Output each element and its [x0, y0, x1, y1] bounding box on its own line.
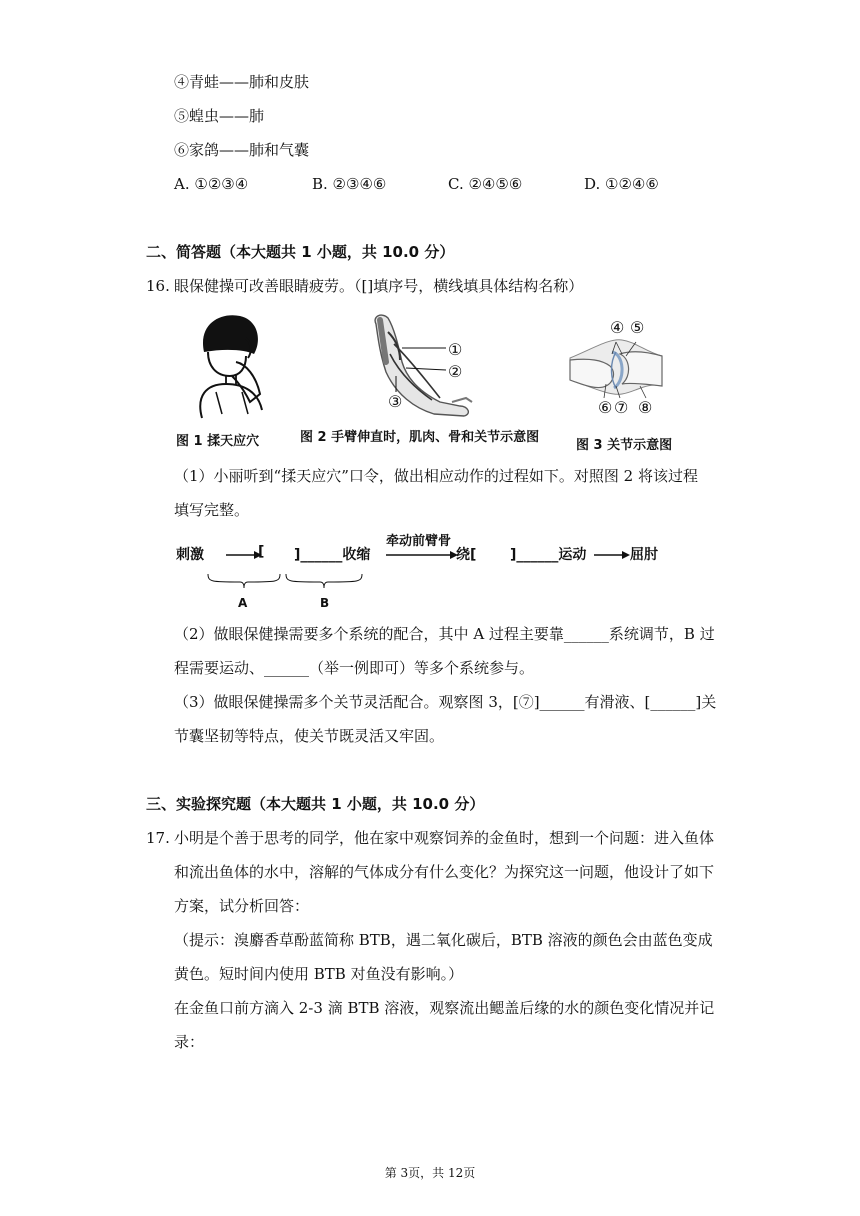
q17-number: 17.: [146, 829, 170, 847]
flow-brace-a: A: [238, 596, 248, 610]
figure1-image: [186, 310, 276, 420]
prev-item-6: ⑥家鸽——肺和气囊: [174, 141, 310, 159]
flow-contract: ]______收缩: [294, 547, 371, 563]
q17-line2: 和流出鱼体的水中，溶解的气体成分有什么变化？为探究这一问题，他设计了如下: [174, 863, 715, 881]
flow-arrow-3: [592, 548, 632, 562]
q16-sub3-line2: 节囊坚韧等特点，使关节既灵活又牢固。: [174, 727, 445, 745]
option-b: B. ②③④⑥: [312, 175, 387, 193]
flow-stimulus: 刺激: [176, 547, 204, 563]
q17-line1: 小明是个善于思考的同学，他在家中观察饲养的金鱼时，想到一个问题：进入鱼体: [174, 829, 715, 847]
flow-flex-elbow: 屈肘: [630, 547, 658, 563]
flow-move: ]______运动: [510, 547, 587, 563]
figure3-label-7: ⑦: [614, 398, 629, 417]
section3-title: 三、实验探究题（本大题共 1 小题，共 10.0 分）: [146, 795, 485, 813]
q17-line4: （提示：溴麝香草酚蓝简称 BTB，遇二氧化碳后，BTB 溶液的颜色会由蓝色变成: [174, 931, 713, 949]
figure2-caption: 图 2 手臂伸直时，肌肉、骨和关节示意图: [300, 430, 540, 445]
q16-sub2-line1: （2）做眼保健操需要多个系统的配合，其中 A 过程主要靠______系统调节，B 过: [174, 625, 715, 643]
q16-stem: 眼保健操可改善眼睛疲劳。（[]填序号，横线填具体结构名称）: [174, 277, 584, 295]
flow-pull-label: 牵动前臂骨: [386, 534, 452, 549]
figure1-caption: 图 1 揉天应穴: [176, 434, 260, 449]
figure2-label-2: ②: [448, 362, 463, 381]
flow-braces: [200, 572, 380, 592]
section2-title: 二、简答题（本大题共 1 小题，共 10.0 分）: [146, 243, 455, 261]
q16-sub3-line1: （3）做眼保健操需多个关节灵活配合。观察图 3，[⑦]______有滑液、[______]关: [174, 693, 717, 711]
q16-sub1-line2: 填写完整。: [174, 501, 250, 519]
flow-bracket-open: [: [258, 544, 265, 560]
figure2-label-1: ①: [448, 340, 463, 359]
q17-line5: 黄色。短时间内使用 BTB 对鱼没有影响。）: [174, 965, 464, 983]
prev-item-5: ⑤蝗虫——肺: [174, 107, 265, 125]
option-c: C. ②④⑤⑥: [448, 175, 523, 193]
figure3-caption: 图 3 关节示意图: [576, 438, 673, 453]
q16-number: 16.: [146, 277, 170, 295]
flow-arrow-2: [384, 548, 460, 562]
flow-brace-b: B: [320, 596, 330, 610]
figure3-label-5: ⑤: [630, 318, 645, 337]
q16-sub1-line1: （1）小丽听到“揉天应穴”口令，做出相应动作的过程如下。对照图 2 将该过程: [174, 467, 698, 485]
figure2-label-3: ③: [388, 392, 403, 411]
figure3-label-8: ⑧: [638, 398, 653, 417]
figure3-label-6: ⑥: [598, 398, 613, 417]
option-a: A. ①②③④: [174, 175, 249, 193]
q17-line7: 录：: [174, 1033, 205, 1051]
figure3-label-4: ④: [610, 318, 625, 337]
q16-sub2-line2: 程需要运动、______（举一例即可）等多个系统参与。: [174, 659, 535, 677]
option-d: D. ①②④⑥: [584, 175, 659, 193]
q17-line3: 方案，试分析回答：: [174, 897, 310, 915]
q17-line6: 在金鱼口前方滴入 2-3 滴 BTB 溶液，观察流出鳃盖后缘的水的颜色变化情况并记: [174, 999, 715, 1017]
prev-item-4: ④青蛙——肺和皮肤: [174, 73, 310, 91]
figure3-image: [566, 330, 666, 406]
page-footer: 第 3页，共 12页: [384, 1166, 476, 1180]
flow-around: 绕[: [456, 547, 477, 563]
